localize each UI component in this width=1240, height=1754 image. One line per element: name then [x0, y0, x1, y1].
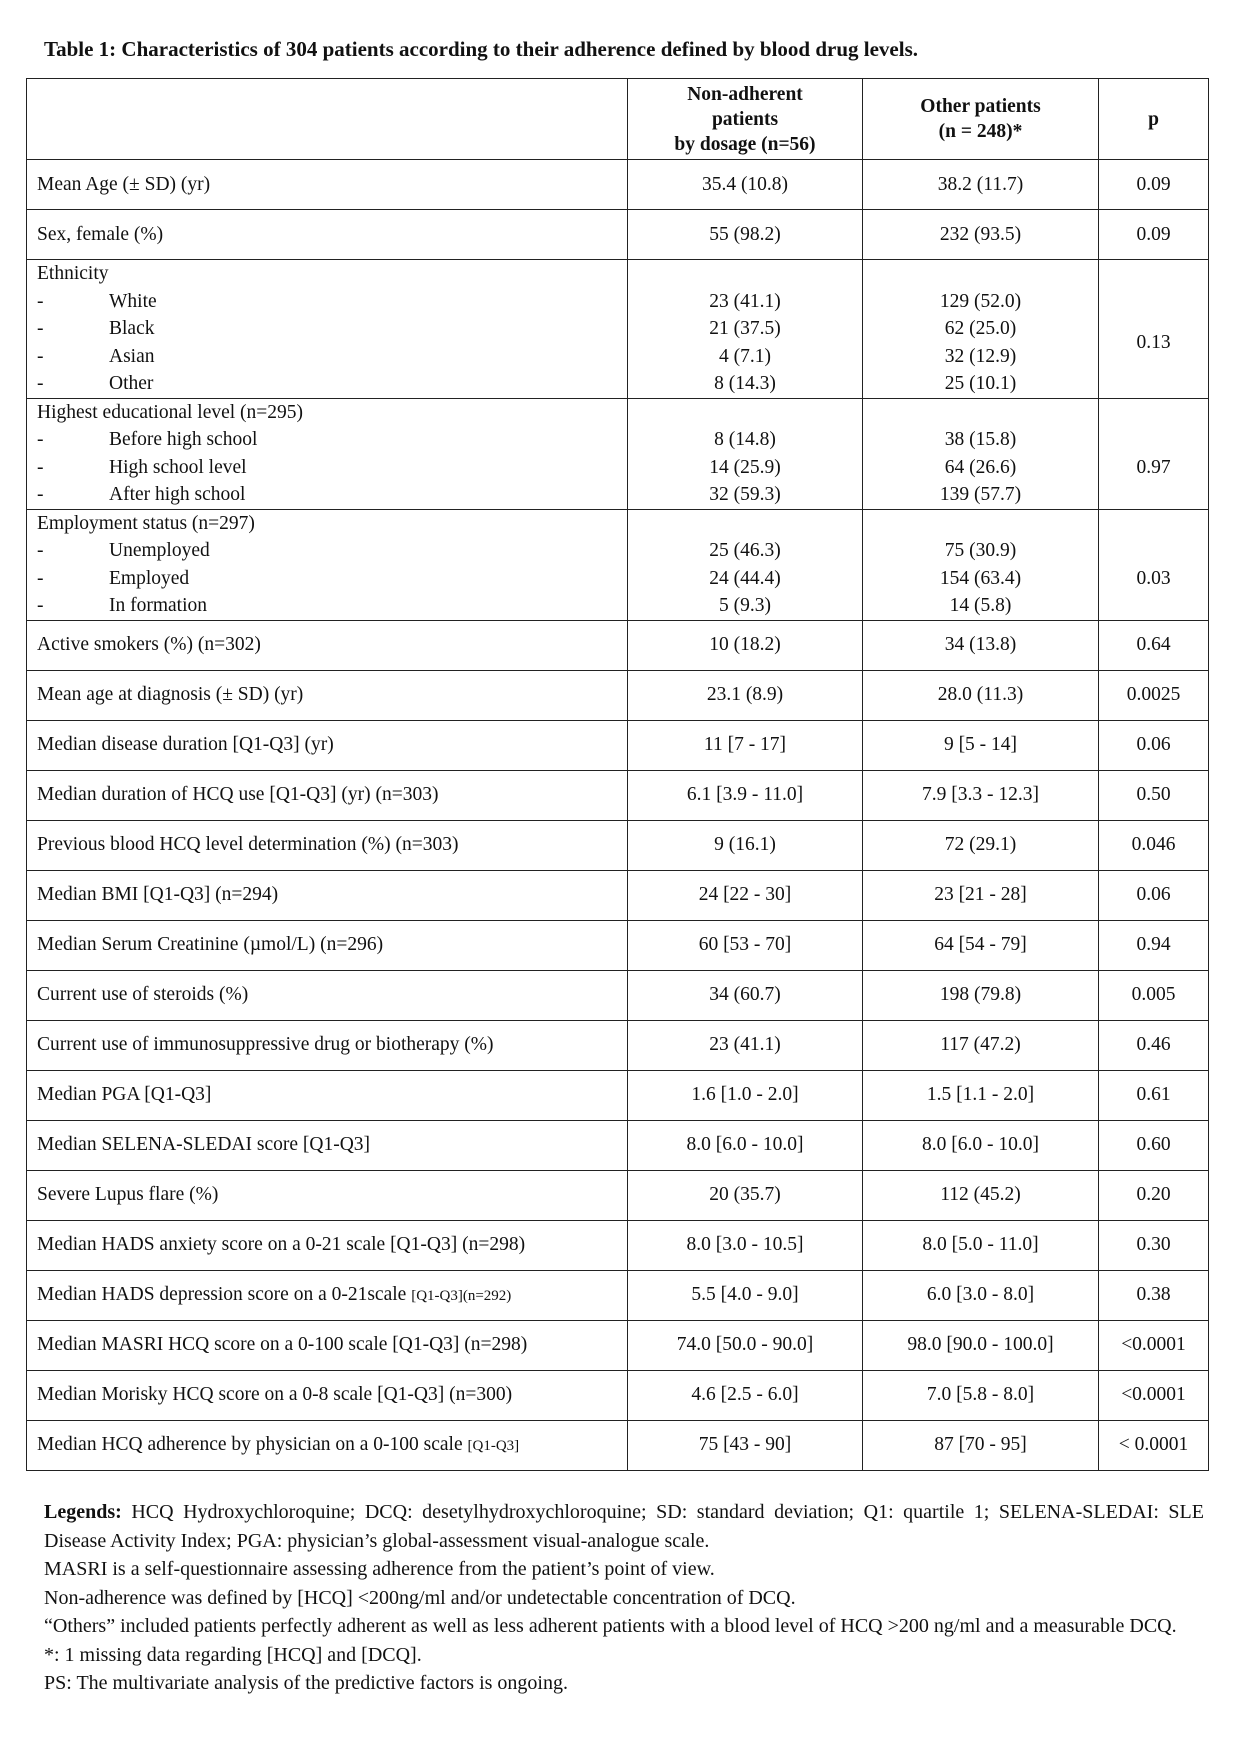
- row-label: Mean Age (± SD) (yr): [27, 160, 628, 210]
- table-row: [27, 1370, 1209, 1420]
- other-value: 38 (15.8) 64 (26.6) 139 (57.7): [863, 398, 1099, 509]
- p-value: 0.09: [1099, 160, 1209, 210]
- non-adherent-value: 25 (46.3) 24 (44.4) 5 (9.3): [628, 509, 863, 620]
- table-row-group: [27, 260, 1209, 399]
- table-row: [27, 670, 1209, 720]
- header-other-patients: [863, 79, 1099, 160]
- table-title: Table 1: Characteristics of 304 patients according to their adherence defined by blood drug levels.: [44, 37, 918, 61]
- p-value: 0.94: [1099, 920, 1209, 970]
- non-adherent-value: 24 [22 - 30]: [628, 870, 863, 920]
- row-label: [27, 398, 628, 509]
- table-row: [27, 1220, 1209, 1270]
- table-row: [27, 1170, 1209, 1220]
- header-p-value: p: [1099, 79, 1209, 160]
- p-value: 0.005: [1099, 970, 1209, 1020]
- sub-item: - Black: [37, 318, 155, 339]
- table-row: [27, 1020, 1209, 1070]
- characteristics-table: [26, 78, 1209, 1471]
- table-row: [27, 1420, 1209, 1470]
- row-label: Median Morisky HCQ score on a 0-8 scale [Q1-Q3] (n=300): [27, 1370, 628, 1420]
- header-row: [27, 79, 1209, 160]
- other-value: 75 (30.9) 154 (63.4) 14 (5.8): [863, 509, 1099, 620]
- group-label: Ethnicity: [37, 263, 109, 284]
- row-label: Median HCQ adherence by physician on a 0-100 scale [Q1-Q3]: [27, 1420, 628, 1470]
- row-label: Median HADS anxiety score on a 0-21 scale [Q1-Q3] (n=298): [27, 1220, 628, 1270]
- sub-item: - Asian: [37, 345, 155, 367]
- other-value: 72 (29.1): [863, 820, 1099, 870]
- non-adherent-value: 23.1 (8.9): [628, 670, 863, 720]
- non-adherent-value: 23 (41.1): [628, 1020, 863, 1070]
- legend-heading: Legends:: [44, 1501, 122, 1523]
- other-value: 9 [5 - 14]: [863, 720, 1099, 770]
- legends: [44, 1498, 1204, 1698]
- other-value: 38.2 (11.7): [863, 160, 1099, 210]
- p-value: 0.09: [1099, 210, 1209, 260]
- header-line: by dosage (n=56): [674, 133, 816, 155]
- p-value: 0.03: [1099, 509, 1209, 620]
- row-label: Mean age at diagnosis (± SD) (yr): [27, 670, 628, 720]
- row-label: Median HADS depression score on a 0-21scale [Q1-Q3](n=292): [27, 1270, 628, 1320]
- p-value: 0.97: [1099, 398, 1209, 509]
- table-row: [27, 870, 1209, 920]
- other-value: 7.0 [5.8 - 8.0]: [863, 1370, 1099, 1420]
- p-value: <0.0001: [1099, 1370, 1209, 1420]
- row-label: Median MASRI HCQ score on a 0-100 scale [Q1-Q3] (n=298): [27, 1320, 628, 1370]
- sub-item: - White: [37, 290, 157, 312]
- row-label: Median PGA [Q1-Q3]: [27, 1070, 628, 1120]
- other-value: 6.0 [3.0 - 8.0]: [863, 1270, 1099, 1320]
- non-adherent-value: 5.5 [4.0 - 9.0]: [628, 1270, 863, 1320]
- row-label: Sex, female (%): [27, 210, 628, 260]
- non-adherent-value: 8.0 [6.0 - 10.0]: [628, 1120, 863, 1170]
- other-value: 8.0 [6.0 - 10.0]: [863, 1120, 1099, 1170]
- table-row: [27, 820, 1209, 870]
- header-non-adherent: [628, 79, 863, 160]
- non-adherent-value: 8 (14.8) 14 (25.9) 32 (59.3): [628, 398, 863, 509]
- p-value: 0.06: [1099, 720, 1209, 770]
- other-value: 8.0 [5.0 - 11.0]: [863, 1220, 1099, 1270]
- other-value: 28.0 (11.3): [863, 670, 1099, 720]
- table-row-group: [27, 398, 1209, 509]
- non-adherent-value: 1.6 [1.0 - 2.0]: [628, 1070, 863, 1120]
- group-label: Highest educational level (n=295): [37, 401, 304, 423]
- other-value: 1.5 [1.1 - 2.0]: [863, 1070, 1099, 1120]
- group-label: Employment status (n=297): [37, 512, 255, 534]
- row-label: Previous blood HCQ level determination (%) (n=303): [27, 820, 628, 870]
- legend-line: “Others” included patients perfectly adherent as well as less adherent patients with a blood level of HCQ >200 ng/ml and a measurable DCQ.: [44, 1615, 1177, 1637]
- non-adherent-value: 10 (18.2): [628, 620, 863, 670]
- sub-item: - In formation: [37, 595, 208, 616]
- row-label: Severe Lupus flare (%): [27, 1170, 628, 1220]
- header-line: patients: [711, 108, 779, 130]
- table-row: [27, 1270, 1209, 1320]
- p-value: 0.30: [1099, 1220, 1209, 1270]
- row-label: [27, 260, 628, 399]
- header-line: Non-adherent: [687, 83, 803, 105]
- other-value: 64 [54 - 79]: [863, 920, 1099, 970]
- other-value: 34 (13.8): [863, 620, 1099, 670]
- other-value: 198 (79.8): [863, 970, 1099, 1020]
- table-row: [27, 1120, 1209, 1170]
- row-label: [27, 509, 628, 620]
- other-value: 23 [21 - 28]: [863, 870, 1099, 920]
- table-row: [27, 210, 1209, 260]
- p-value: <0.0001: [1099, 1320, 1209, 1370]
- legend-line: Legends: HCQ Hydroxychloroquine; DCQ: desetylhydroxychloroquine; SD: standard deviation; Q1: quartile 1; SELENA-SLEDAI: SLE Disease Activity Index; PGA: physician’s global-assessment visual-analogue scale.: [44, 1501, 1204, 1552]
- p-value: 0.60: [1099, 1120, 1209, 1170]
- other-value: 98.0 [90.0 - 100.0]: [863, 1320, 1099, 1370]
- table-row: [27, 920, 1209, 970]
- row-label: Median duration of HCQ use [Q1-Q3] (yr) (n=303): [27, 770, 628, 820]
- p-value: 0.0025: [1099, 670, 1209, 720]
- single-rows: [27, 620, 1209, 1470]
- p-value: 0.38: [1099, 1270, 1209, 1320]
- non-adherent-value: 34 (60.7): [628, 970, 863, 1020]
- other-value: 112 (45.2): [863, 1170, 1099, 1220]
- non-adherent-value: 11 [7 - 17]: [628, 720, 863, 770]
- row-label: Median Serum Creatinine (µmol/L) (n=296): [27, 920, 628, 970]
- other-value: 129 (52.0) 62 (25.0) 32 (12.9) 25 (10.1): [863, 260, 1099, 399]
- header-line: Other patients: [920, 96, 1041, 117]
- p-value: < 0.0001: [1099, 1420, 1209, 1470]
- non-adherent-value: 8.0 [3.0 - 10.5]: [628, 1220, 863, 1270]
- legend-line: MASRI is a self-questionnaire assessing adherence from the patient’s point of view.: [44, 1558, 715, 1580]
- sub-item: - Employed: [37, 567, 190, 589]
- p-value: 0.50: [1099, 770, 1209, 820]
- non-adherent-value: 6.1 [3.9 - 11.0]: [628, 770, 863, 820]
- sub-item: - Before high school: [37, 429, 258, 450]
- non-adherent-value: 60 [53 - 70]: [628, 920, 863, 970]
- p-value: 0.13: [1099, 260, 1209, 399]
- sub-item: - Unemployed: [37, 540, 210, 561]
- non-adherent-value: 23 (41.1) 21 (37.5) 4 (7.1) 8 (14.3): [628, 260, 863, 399]
- table-row-group: [27, 509, 1209, 620]
- non-adherent-value: 9 (16.1): [628, 820, 863, 870]
- table-row: [27, 970, 1209, 1020]
- sub-item: - High school level: [37, 456, 247, 478]
- legend-line: PS: The multivariate analysis of the predictive factors is ongoing.: [44, 1672, 568, 1694]
- row-label: Current use of immunosuppressive drug or biotherapy (%): [27, 1020, 628, 1070]
- other-value: 117 (47.2): [863, 1020, 1099, 1070]
- p-value: 0.20: [1099, 1170, 1209, 1220]
- non-adherent-value: 35.4 (10.8): [628, 160, 863, 210]
- legend-line: Non-adherence was defined by [HCQ] <200ng/ml and/or undetectable concentration of DCQ.: [44, 1586, 796, 1609]
- table-row: [27, 720, 1209, 770]
- other-value: 7.9 [3.3 - 12.3]: [863, 770, 1099, 820]
- header-label-column: [27, 79, 628, 160]
- other-value: 87 [70 - 95]: [863, 1420, 1099, 1470]
- non-adherent-value: 20 (35.7): [628, 1170, 863, 1220]
- row-label: Active smokers (%) (n=302): [27, 620, 628, 670]
- row-label: Current use of steroids (%): [27, 970, 628, 1020]
- non-adherent-value: 74.0 [50.0 - 90.0]: [628, 1320, 863, 1370]
- non-adherent-value: 4.6 [2.5 - 6.0]: [628, 1370, 863, 1420]
- sub-item: - After high school: [37, 484, 246, 505]
- header-line: (n = 248)*: [938, 121, 1023, 142]
- non-adherent-value: 75 [43 - 90]: [628, 1420, 863, 1470]
- row-label: Median disease duration [Q1-Q3] (yr): [27, 720, 628, 770]
- p-value: 0.046: [1099, 820, 1209, 870]
- table-row: [27, 770, 1209, 820]
- table-row: [27, 1070, 1209, 1120]
- p-value: 0.06: [1099, 870, 1209, 920]
- p-value: 0.64: [1099, 620, 1209, 670]
- table-row: [27, 160, 1209, 210]
- row-label: Median SELENA-SLEDAI score [Q1-Q3]: [27, 1120, 628, 1170]
- p-value: 0.46: [1099, 1020, 1209, 1070]
- table-row: [27, 1320, 1209, 1370]
- legend-line: *: 1 missing data regarding [HCQ] and [DCQ].: [44, 1643, 422, 1666]
- table-row: [27, 620, 1209, 670]
- other-value: 232 (93.5): [863, 210, 1099, 260]
- p-value: 0.61: [1099, 1070, 1209, 1120]
- row-label: Median BMI [Q1-Q3] (n=294): [27, 870, 628, 920]
- sub-item: - Other: [37, 373, 154, 394]
- non-adherent-value: 55 (98.2): [628, 210, 863, 260]
